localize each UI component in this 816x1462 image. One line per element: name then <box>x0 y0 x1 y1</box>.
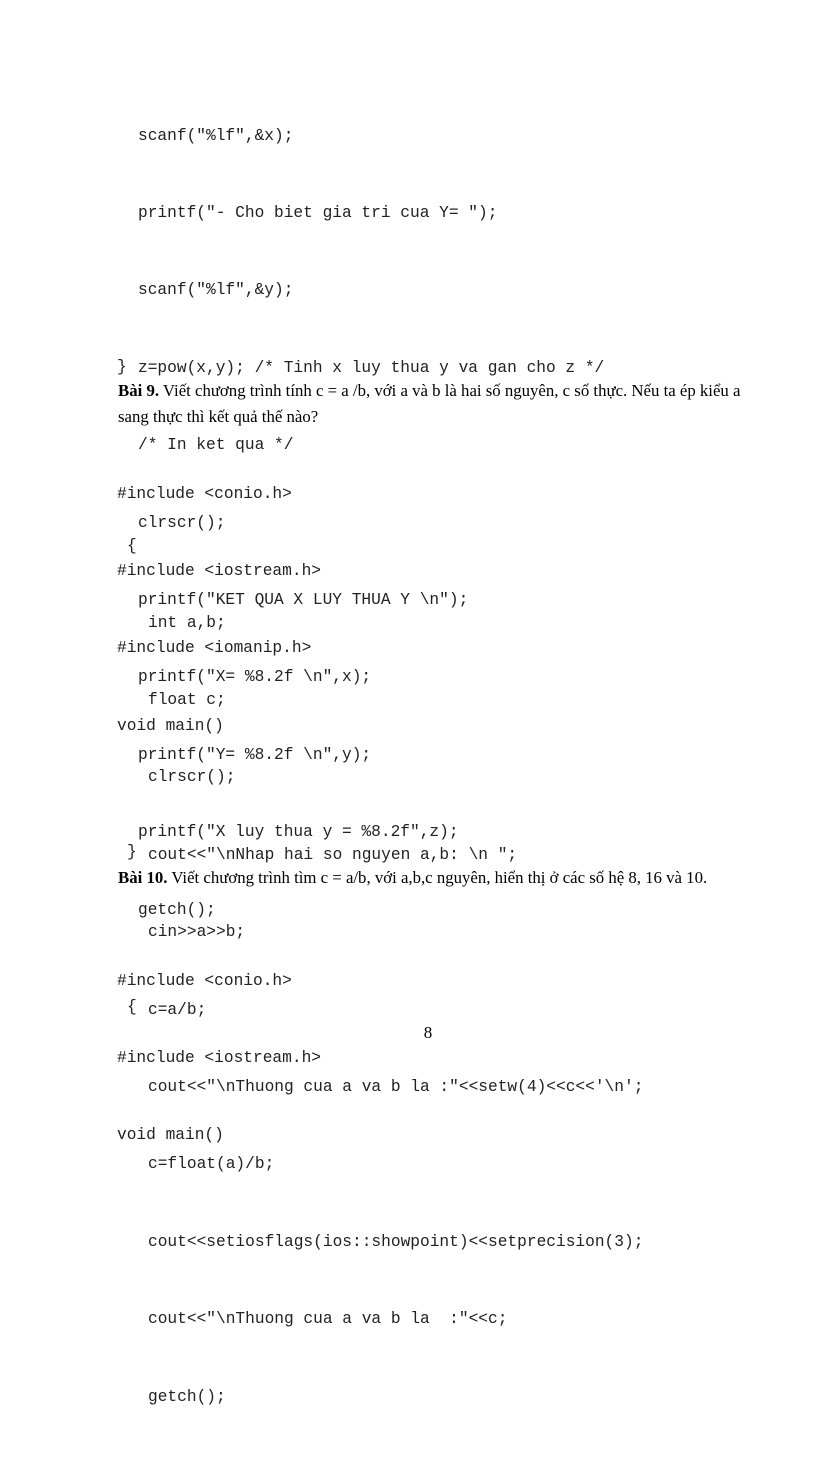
exercise-9-open-brace: { <box>127 537 137 555</box>
main-declaration: void main() <box>117 716 224 735</box>
code-line: scanf("%lf",&y); <box>138 281 294 300</box>
code-line: cout<<"\nThuong cua a va b la :"<<c; <box>148 1310 508 1329</box>
exercise-10-text: Viết chương trình tìm c = a/b, với a,b,c nguyên, hiển thị ở các số hệ 8, 16 và 10. <box>167 868 708 887</box>
code-line: cout<<"\nThuong cua a va b la :"<<setw(4)<<c<<'\n'; <box>148 1077 644 1096</box>
code-line: c=float(a)/b; <box>148 1155 275 1174</box>
code-line: printf("KET QUA X LUY THUA Y \n"); <box>138 590 469 609</box>
code-line: /* In ket qua */ <box>138 436 294 455</box>
code-line: printf("- Cho biet gia tri cua Y= "); <box>138 203 498 222</box>
exercise-9-statement <box>118 378 758 429</box>
exercise-10-statement <box>118 865 758 891</box>
exercise-9-text: Viết chương trình tính c = a /b, với a và b là hai số nguyên, c số thực. Nếu ta ép kiểu a sang thực thì kết quả thế nào? <box>118 381 741 426</box>
code-line: clrscr(); <box>138 513 226 532</box>
code-line: z=pow(x,y); /* Tinh x luy thua y va gan cho z */ <box>138 358 605 377</box>
exercise-9-label: Bài 9. <box>118 381 160 400</box>
code-line: printf("X luy thua y = %8.2f",z); <box>138 823 459 842</box>
main-declaration: void main() <box>117 1126 224 1145</box>
code-line: clrscr(); <box>148 768 236 787</box>
include-line: #include <iomanip.h> <box>117 639 312 658</box>
code-line: printf("X= %8.2f \n",x); <box>138 668 372 687</box>
code-line: c=a/b; <box>148 1000 207 1019</box>
exercise-10-label: Bài 10. <box>118 868 168 887</box>
exercise-10-includes <box>117 917 321 1201</box>
code-line: int a,b; <box>148 613 226 632</box>
code-line: cin>>a>>b; <box>148 923 246 942</box>
code-line: printf("Y= %8.2f \n",y); <box>138 745 372 764</box>
closing-brace: } <box>117 358 127 376</box>
code-line: cout<<"\nNhap hai so nguyen a,b: \n "; <box>148 845 518 864</box>
include-line: #include <iostream.h> <box>117 1048 321 1067</box>
include-line: #include <conio.h> <box>117 971 292 990</box>
page-number: 8 <box>423 1023 433 1042</box>
exercise-10-open-brace: { <box>127 998 137 1016</box>
code-line: getch(); <box>138 900 216 919</box>
code-line: scanf("%lf",&x); <box>138 126 294 145</box>
include-line: #include <conio.h> <box>117 484 292 503</box>
include-line: #include <iostream.h> <box>117 561 321 580</box>
code-line: getch(); <box>148 1387 226 1406</box>
exercise-9-close-brace: } <box>127 843 137 861</box>
code-line: float c; <box>148 690 226 709</box>
code-line: cout<<setiosflags(ios::showpoint)<<setprecision(3); <box>148 1232 644 1251</box>
